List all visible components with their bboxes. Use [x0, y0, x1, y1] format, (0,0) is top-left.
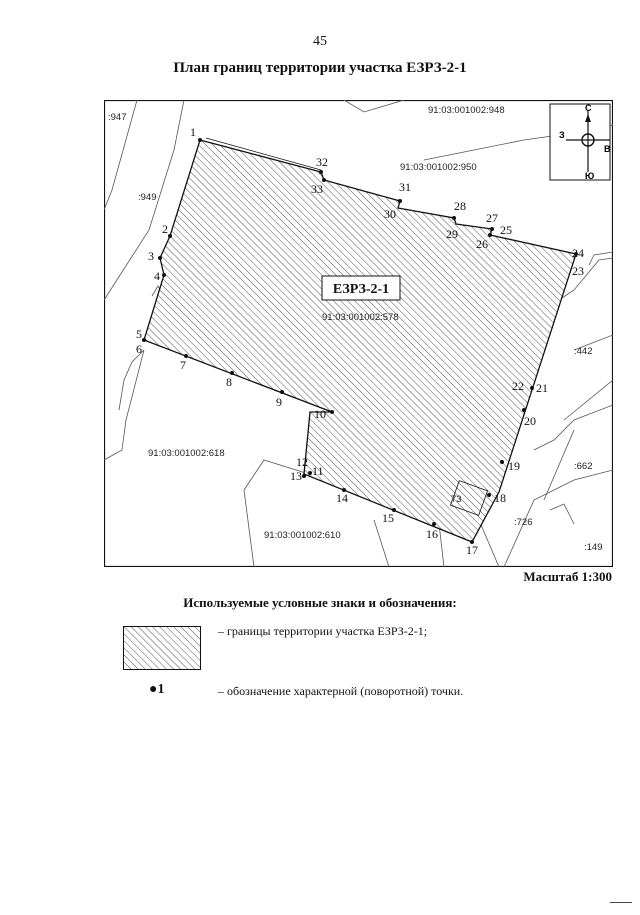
- point-dot-icon: ●: [149, 682, 158, 697]
- point-label-15: 15: [382, 511, 394, 525]
- cadastral-label-610: 91:03:001002:610: [264, 530, 341, 541]
- cadastral-label-948: 91:03:001002:948: [428, 105, 505, 116]
- legend-point-number: 1: [157, 682, 165, 697]
- boundary-map: [104, 100, 613, 567]
- point-label-12: 12: [296, 455, 308, 469]
- compass-north: С: [585, 103, 592, 113]
- compass-east: В: [604, 144, 611, 154]
- legend-title: Используемые условные знаки и обозначения:: [183, 595, 457, 610]
- point-label-4: 4: [154, 269, 160, 283]
- parcel-label: ЕЗРЗ-2-1: [332, 282, 390, 297]
- cadastral-label-149: :149: [584, 542, 603, 553]
- point-label-27: 27: [486, 211, 498, 225]
- cadastral-label-662: :662: [574, 461, 593, 472]
- point-label-18: 18: [494, 491, 506, 505]
- cadastral-label-618: 91:03:001002:618: [148, 448, 225, 459]
- point-label-25: 25: [500, 223, 512, 237]
- point-label-23: 23: [572, 264, 584, 278]
- cadastral-label-578: 91:03:001002:578: [322, 312, 399, 323]
- legend-item-point: – обозначение характерной (поворотной) точки.: [218, 684, 464, 698]
- point-label-33: 33: [311, 182, 323, 196]
- point-label-19: 19: [508, 459, 520, 473]
- point-label-14: 14: [336, 491, 348, 505]
- point-label-6: 6: [136, 342, 142, 356]
- corner-mark: [610, 902, 632, 903]
- point-label-29: 29: [446, 227, 458, 241]
- cadastral-label-949: :949: [138, 192, 157, 203]
- point-label-22: 22: [512, 379, 524, 393]
- point-label-16: 16: [426, 527, 438, 541]
- cadastral-label-950: 91:03:001002:950: [400, 162, 477, 173]
- point-label-32: 32: [316, 155, 328, 169]
- point-label-10: 10: [314, 407, 326, 421]
- point-label-17: 17: [466, 543, 478, 557]
- page-number: 45: [313, 34, 327, 49]
- point-label-11: 11: [312, 464, 324, 478]
- point-label-1: 1: [190, 125, 196, 139]
- boundary-map-svg: [104, 100, 613, 567]
- compass-west: З: [559, 130, 565, 140]
- cadastral-label-726: :726: [514, 517, 533, 528]
- legend-point-sample: [149, 682, 164, 698]
- point-label-26: 26: [476, 237, 488, 251]
- point-label-13: 13: [290, 469, 302, 483]
- legend-hatch-swatch: [123, 626, 201, 670]
- point-label-30: 30: [384, 207, 396, 221]
- point-label-24: 24: [572, 246, 584, 260]
- point-label-8: 8: [226, 375, 232, 389]
- map-scale: Масштаб 1:300: [523, 569, 612, 584]
- compass-south: Ю: [585, 171, 595, 181]
- cadastral-label-442: :442: [574, 346, 593, 357]
- legend-item-boundary: – границы территории участка ЕЗРЗ-2-1;: [218, 624, 428, 638]
- point-label-2: 2: [162, 222, 168, 236]
- point-label-28: 28: [454, 199, 466, 213]
- point-label-31: 31: [399, 180, 411, 194]
- point-label-5: 5: [136, 327, 142, 341]
- document-title: План границ территории участка ЕЗРЗ-2-1: [173, 60, 467, 76]
- point-label-9: 9: [276, 395, 282, 409]
- point-label-7: 7: [180, 358, 186, 372]
- compass: [550, 103, 611, 181]
- point-label-20: 20: [524, 414, 536, 428]
- point-label-3: 3: [148, 249, 154, 263]
- cadastral-label-947: :947: [108, 112, 127, 123]
- point-label-21: 21: [536, 381, 548, 395]
- inner-building-label: 73: [451, 494, 462, 505]
